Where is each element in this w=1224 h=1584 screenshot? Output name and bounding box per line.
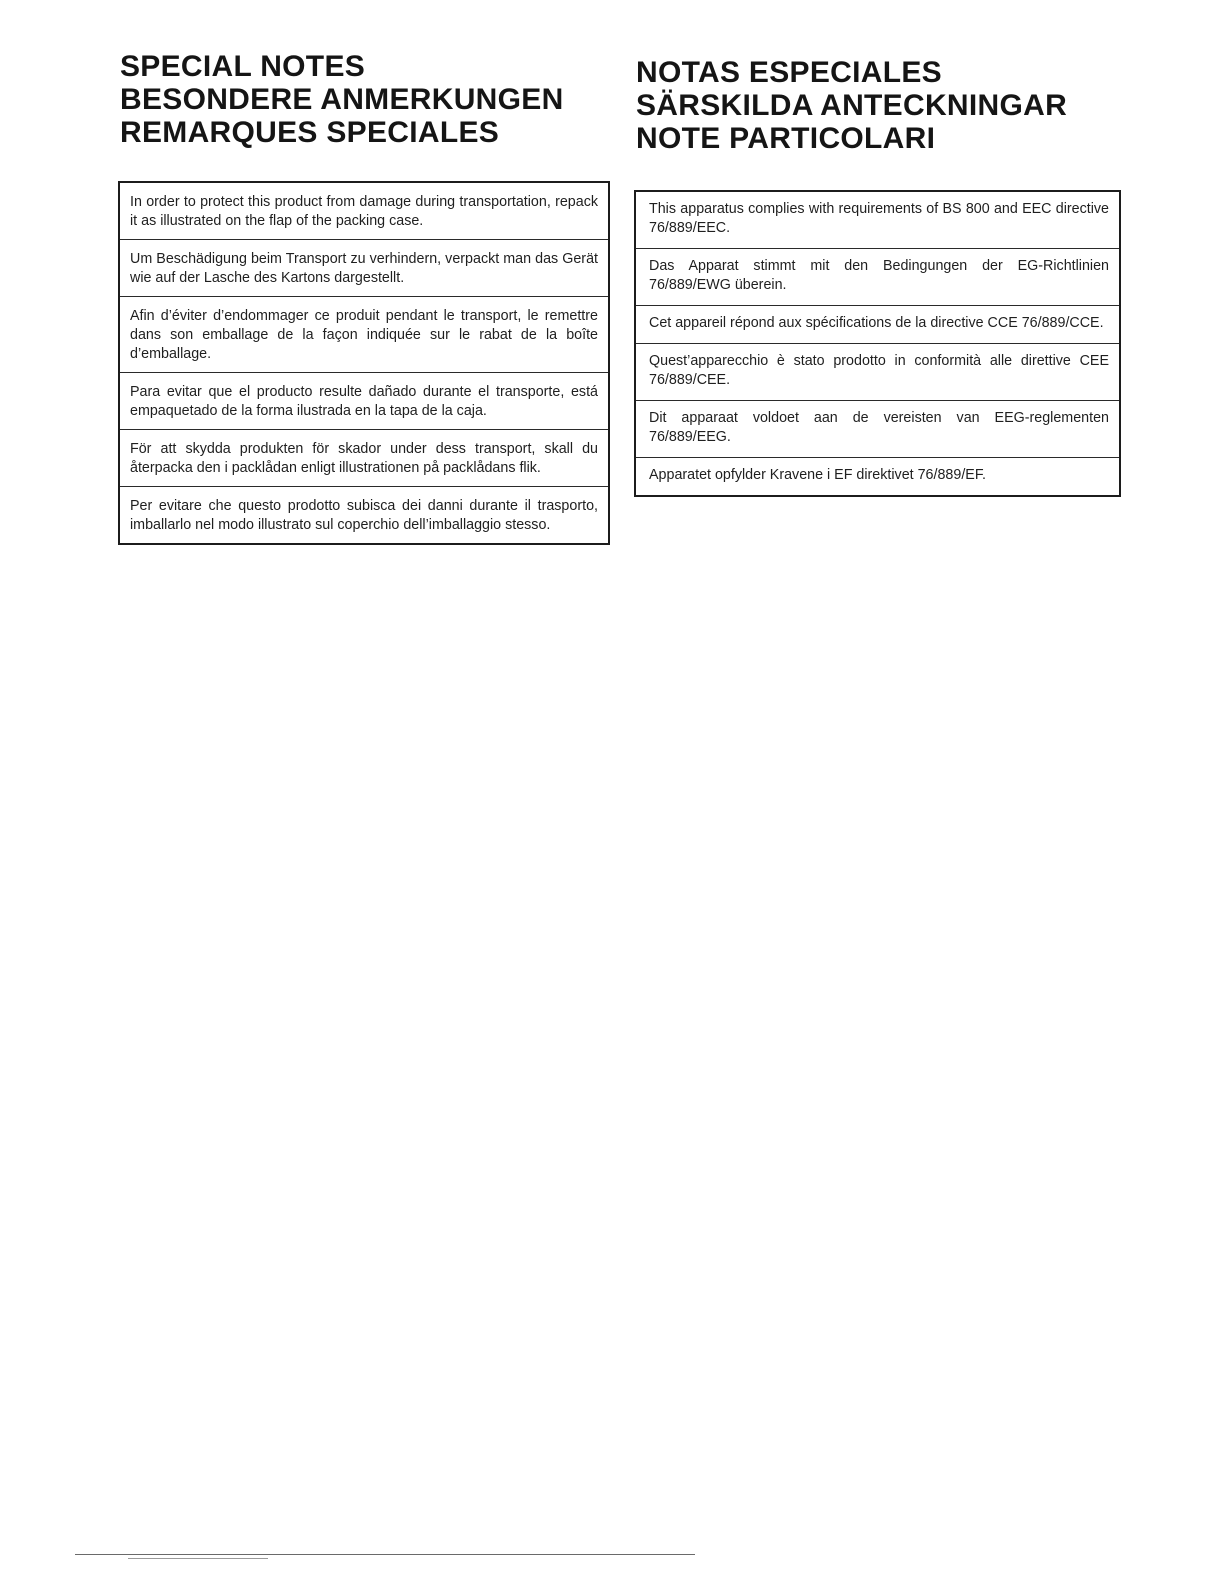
heading-besondere-anmerkungen: BESONDERE ANMERKUNGEN — [120, 83, 564, 116]
transport-note-english: In order to protect this product from damage during transportation, repack it as illustrated on the flap of the packing case. — [130, 194, 598, 229]
compliance-note-italian: Quest’apparecchio è stato prodotto in conformità alle direttive CEE 76/889/CEE. — [636, 343, 1119, 400]
heading-left — [120, 50, 610, 149]
scan-bottom-rule-short — [128, 1558, 268, 1559]
transport-note-swedish: För att skydda produkten för skador under dess transport, skall du återpacka den i packlådan enligt illustrationen på packlådans flik. — [120, 429, 608, 486]
transport-note-spanish: Para evitar que el producto resulte dañado durante el transporte, está empaquetado de la forma ilustrada en la tapa de la caja. — [120, 372, 608, 429]
heading-right — [636, 56, 1196, 155]
compliance-note-english: This apparatus complies with requirements of BS 800 and EEC directive 76/889/EEC. — [649, 201, 1109, 236]
transport-note-french: Afin d’éviter d’endommager ce produit pendant le transport, le remettre dans son emballage de la façon indiquée sur le rabat de la boîte d’emballage. — [120, 296, 608, 372]
heading-remarques-speciales: REMARQUES SPECIALES — [120, 116, 500, 149]
heading-note-particolari: NOTE PARTICOLARI — [636, 122, 936, 155]
scan-bottom-rule — [75, 1554, 695, 1555]
transport-note-italian: Per evitare che questo prodotto subisca dei danni durante il trasporto, imballarlo nel modo illustrato sul coperchio dell’imballaggio stesso. — [120, 486, 608, 543]
compliance-note-danish: Apparatet opfylder Kravene i EF direktivet 76/889/EF. — [636, 457, 1119, 495]
transport-note-german: Um Beschädigung beim Transport zu verhindern, verpackt man das Gerät wie auf der Lasche des Kartons dargestellt. — [120, 239, 608, 296]
compliance-notes-box — [634, 190, 1121, 497]
transport-notes-box — [118, 181, 610, 545]
compliance-note-german: Das Apparat stimmt mit den Bedingungen der EG-Richtlinien 76/889/EWG überein. — [636, 248, 1119, 305]
heading-special-notes: SPECIAL NOTES — [120, 50, 366, 83]
heading-notas-especiales: NOTAS ESPECIALES — [636, 56, 942, 89]
compliance-note-french: Cet appareil répond aux spécifications de la directive CCE 76/889/CCE. — [636, 305, 1119, 343]
heading-sarskilda-anteckningar: SÄRSKILDA ANTECKNINGAR — [636, 89, 1068, 122]
compliance-note-dutch: Dit apparaat voldoet aan de vereisten van EEG-reglementen 76/889/EEG. — [636, 400, 1119, 457]
